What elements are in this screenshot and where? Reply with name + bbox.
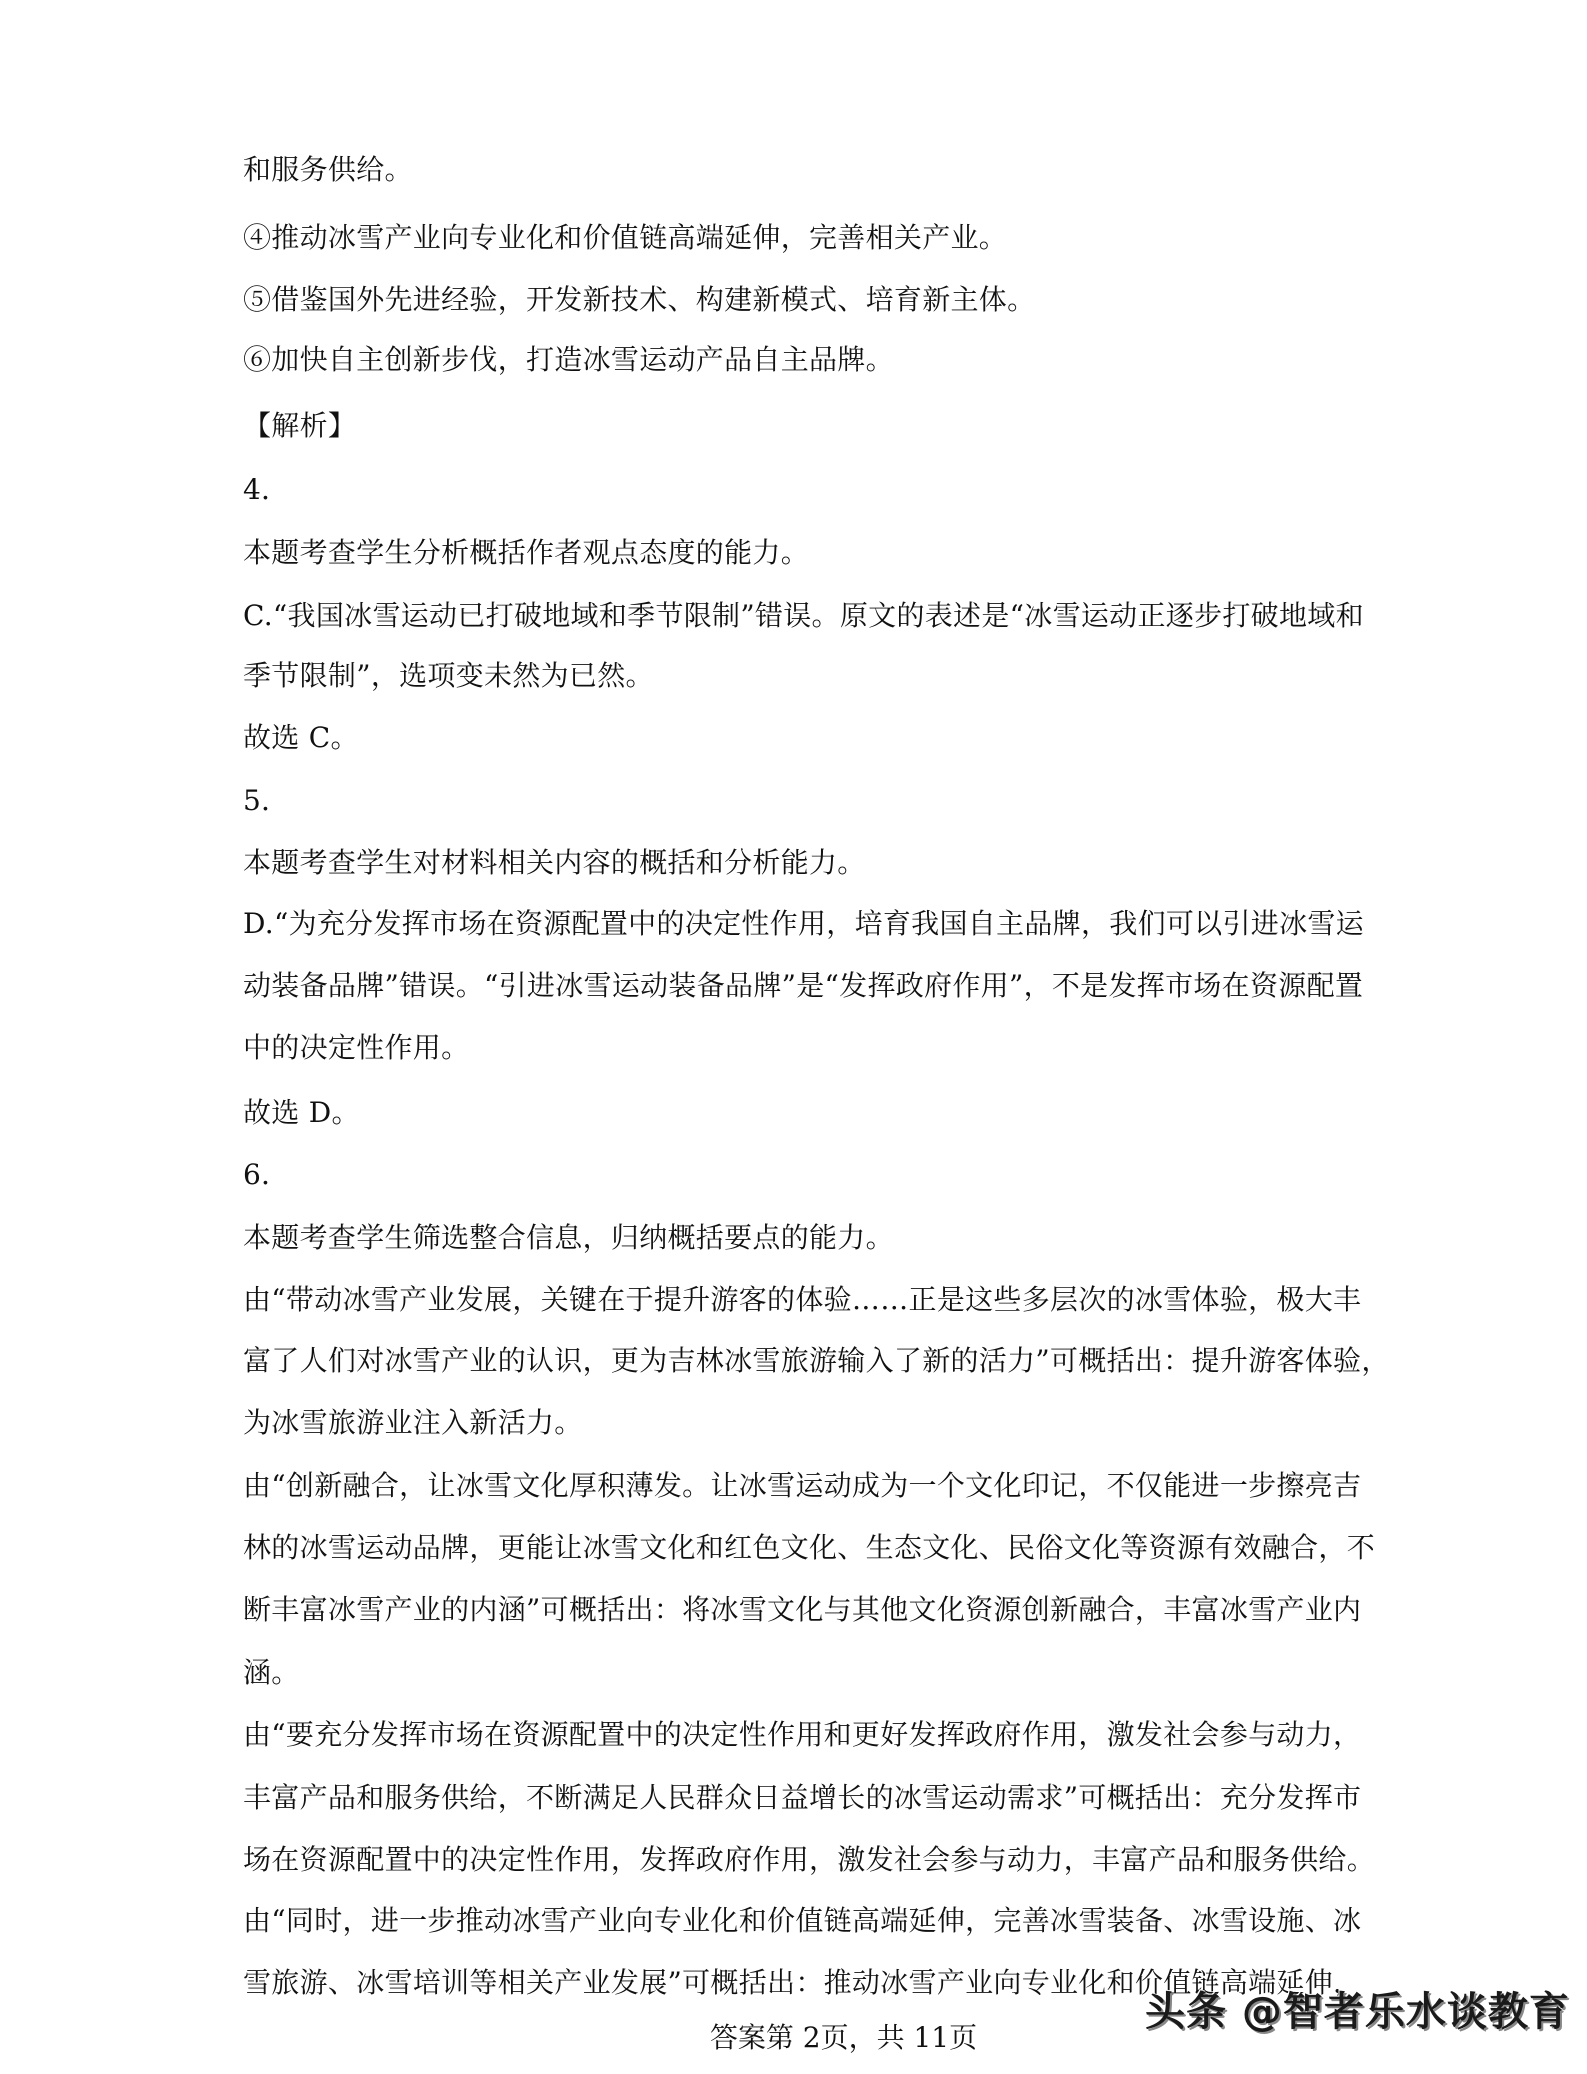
text-line: 5．: [243, 784, 290, 817]
text-line: 故选 D。: [243, 1096, 360, 1129]
text-line: D.“为充分发挥市场在资源配置中的决定性作用，培育我国自主品牌，我们可以引进冰雪运: [243, 907, 1364, 940]
text-line: ④推动冰雪产业向专业化和价值链高端延伸，完善相关产业。: [243, 221, 1008, 254]
text-line: 6．: [243, 1158, 290, 1191]
text-line: 丰富产品和服务供给，不断满足人民群众日益增长的冰雪运动需求”可概括出：充分发挥市: [243, 1781, 1362, 1814]
text-line: 【解析】: [243, 409, 357, 442]
text-line: 林的冰雪运动品牌，更能让冰雪文化和红色文化、生态文化、民俗文化等资源有效融合，不: [243, 1531, 1376, 1564]
text-line: 富了人们对冰雪产业的认识，更为吉林冰雪旅游输入了新的活力”可概括出：提升游客体验，: [243, 1344, 1390, 1377]
text-line: 雪旅游、冰雪培训等相关产业发展”可概括出：推动冰雪产业向专业化和价值链高端延伸，: [243, 1966, 1362, 1999]
text-line: 为冰雪旅游业注入新活力。: [243, 1406, 583, 1439]
text-line: 和服务供给。: [243, 153, 413, 186]
text-line: 场在资源配置中的决定性作用，发挥政府作用，激发社会参与动力，丰富产品和服务供给。: [243, 1843, 1376, 1876]
text-line: ⑤借鉴国外先进经验，开发新技术、构建新模式、培育新主体。: [243, 283, 1036, 316]
text-line: 由“要充分发挥市场在资源配置中的决定性作用和更好发挥政府作用，激发社会参与动力，: [243, 1718, 1362, 1751]
text-line: 动装备品牌”错误。“引进冰雪运动装备品牌”是“发挥政府作用”，不是发挥市场在资源配置: [243, 969, 1364, 1002]
watermark: 头条 @智者乐水谈教育: [1145, 1989, 1570, 2035]
text-line: 本题考查学生筛选整合信息，归纳概括要点的能力。: [243, 1221, 894, 1254]
text-line: 本题考查学生对材料相关内容的概括和分析能力。: [243, 846, 866, 879]
text-line: 中的决定性作用。: [243, 1031, 470, 1064]
text-line: 由“同时，进一步推动冰雪产业向专业化和价值链高端延伸，完善冰雪装备、冰雪设施、冰: [243, 1904, 1362, 1937]
text-line: 涵。: [243, 1656, 300, 1689]
text-line: 由“创新融合，让冰雪文化厚积薄发。让冰雪运动成为一个文化印记，不仅能进一步擦亮吉: [243, 1469, 1362, 1502]
text-line: 本题考查学生分析概括作者观点态度的能力。: [243, 536, 810, 569]
text-line: 故选 C。: [243, 721, 359, 754]
text-line: C.“我国冰雪运动已打破地域和季节限制”错误。原文的表述是“冰雪运动正逐步打破地域和: [243, 599, 1364, 632]
text-line: 由“带动冰雪产业发展，关键在于提升游客的体验……正是这些多层次的冰雪体验，极大丰: [243, 1283, 1362, 1316]
text-line: 4．: [243, 473, 290, 506]
page-footer: 答案第 2页，共 11页: [709, 2021, 978, 2054]
text-line: 断丰富冰雪产业的内涵”可概括出：将冰雪文化与其他文化资源创新融合，丰富冰雪产业内: [243, 1593, 1362, 1626]
text-line: 季节限制”，选项变未然为已然。: [243, 659, 654, 692]
text-line: ⑥加快自主创新步伐，打造冰雪运动产品自主品牌。: [243, 343, 894, 376]
